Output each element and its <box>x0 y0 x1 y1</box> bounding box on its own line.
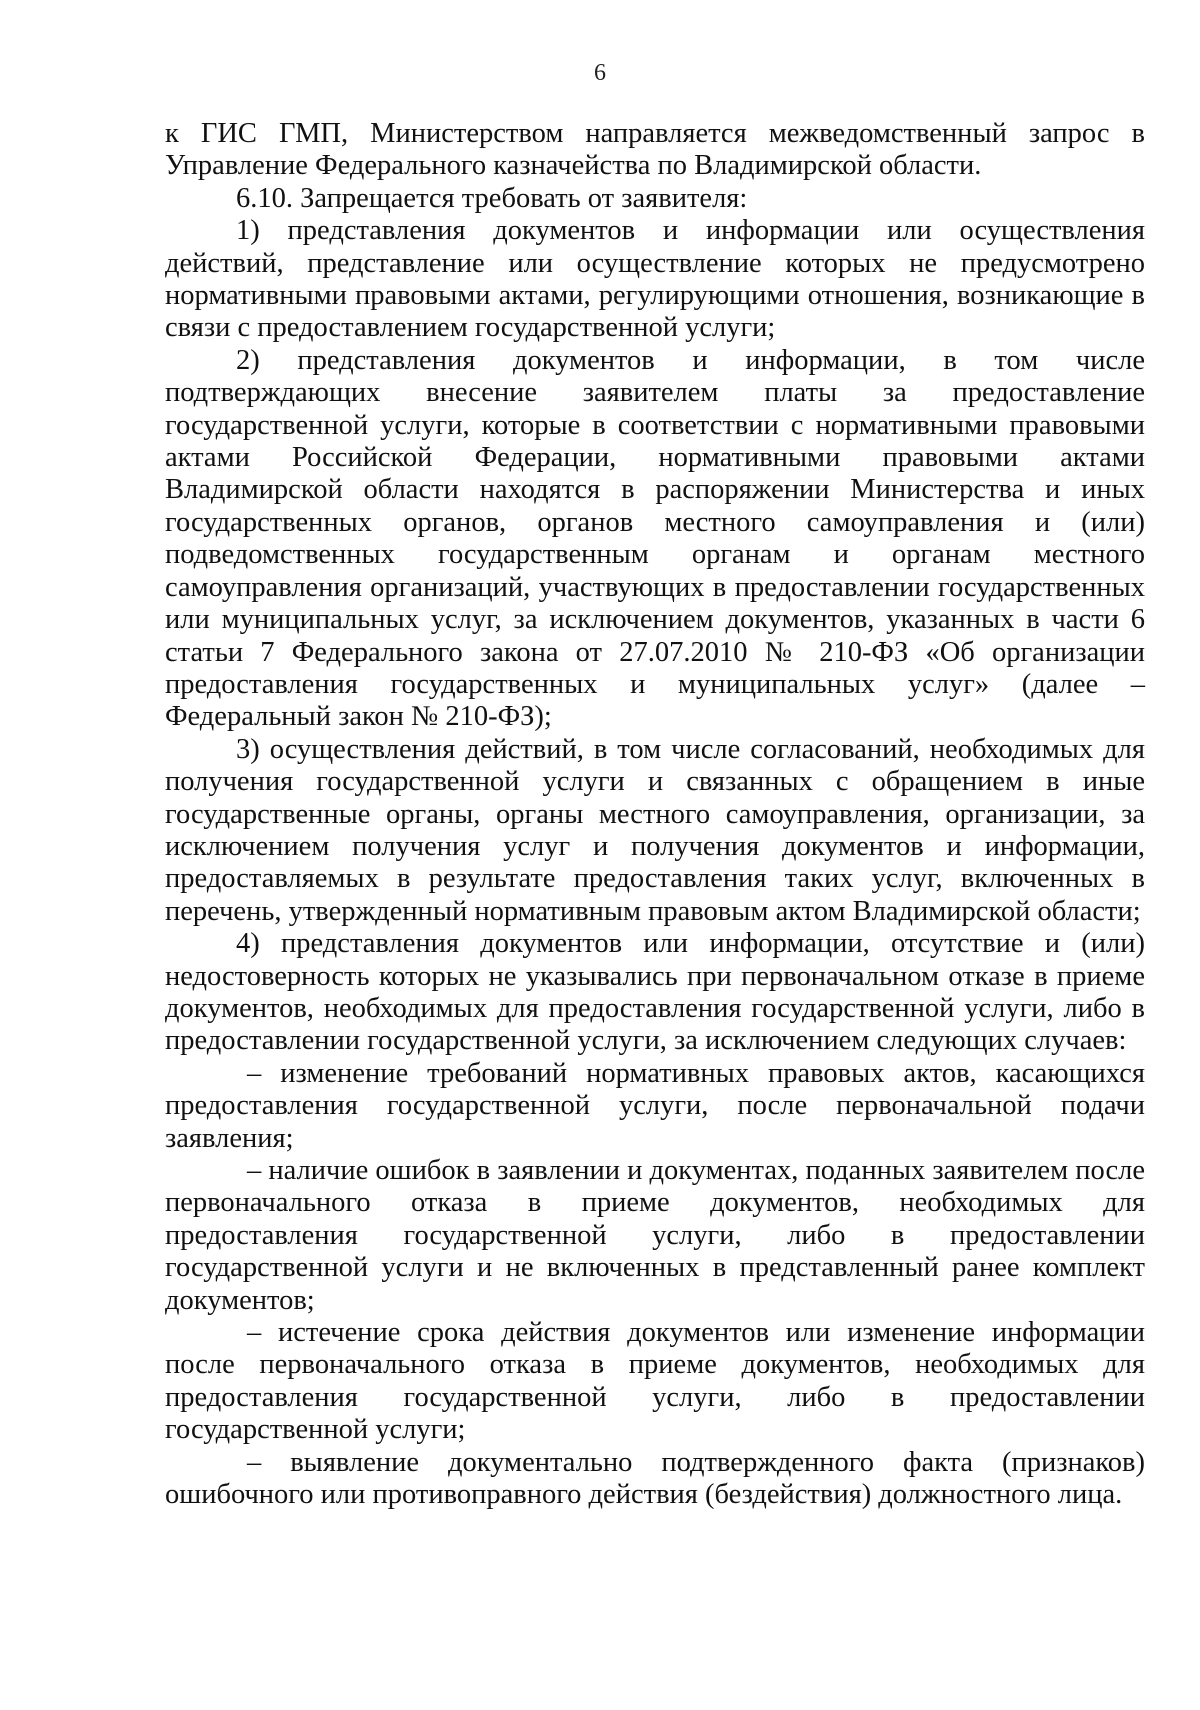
paragraph-item-3: 3) осуществления действий, в том числе согласований, необходимых для получения государственной услуги и связанных с обращением в иные государственные органы, органы местного самоуправления, организации, за исключением получения услуг и получения документов и информации, предоставляемых в результате предоставления таких услуг, включенных в перечень, утвержденный нормативным правовым актом Владимирской области; <box>165 733 1145 927</box>
paragraph-item-1: 1) представления документов и информации или осуществления действий, представление или осуществление которых не предусмотрено нормативными правовыми актами, регулирующими отношения, возникающие в связи с предоставлением государственной услуги; <box>165 215 1145 344</box>
paragraph-continuation: к ГИС ГМП, Министерством направляется межведомственный запрос в Управление Федерального казначейства по Владимирской области. <box>165 118 1145 182</box>
paragraph-item-2: 2) представления документов и информации, в том числе подтверждающих внесение заявителем платы за предоставление государственной услуги, которые в соответствии с нормативными правовыми актами Российской Федерации, нормативными правовыми актами Владимирской области находятся в распоряжении Министерства и иных государственных органов, органов местного самоуправления и (или) подведомственных государственным органам и органам местного самоуправления организаций, участвующих в предоставлении государственных или муниципальных услуг, за исключением документов, указанных в части 6 статьи 7 Федерального закона от 27.07.2010 № 210-ФЗ «Об организации предоставления государственных и муниципальных услуг» (далее – Федеральный закон № 210-ФЗ); <box>165 344 1145 733</box>
document-body <box>165 118 1145 1511</box>
paragraph-clause-6-10: 6.10. Запрещается требовать от заявителя: <box>236 182 748 214</box>
paragraph-item-4: 4) представления документов или информации, отсутствие и (или) недостоверность которых не указывались при первоначальном отказе в приеме документов, необходимых для предоставления государственной услуги, либо в предоставлении государственной услуги, за исключением следующих случаев: <box>165 928 1145 1057</box>
paragraph-case-4: – выявление документально подтвержденного факта (признаков) ошибочного или противоправного действия (бездействия) должностного лица. <box>165 1446 1145 1511</box>
paragraph-case-3: – истечение срока действия документов или изменение информации после первоначального отказа в приеме документов, необходимых для предоставления государственной услуги, либо в предоставлении государственной услуги; <box>165 1317 1145 1446</box>
page-number: 6 <box>594 60 606 86</box>
paragraph-case-1: – изменение требований нормативных правовых актов, касающихся предоставления государственной услуги, после первоначальной подачи заявления; <box>165 1057 1145 1154</box>
paragraph-case-2: – наличие ошибок в заявлении и документах, поданных заявителем после первоначального отказа в приеме документов, необходимых для предоставления государственной услуги, либо в предоставлении государственной услуги и не включенных в представленный ранее комплект документов; <box>165 1155 1145 1316</box>
